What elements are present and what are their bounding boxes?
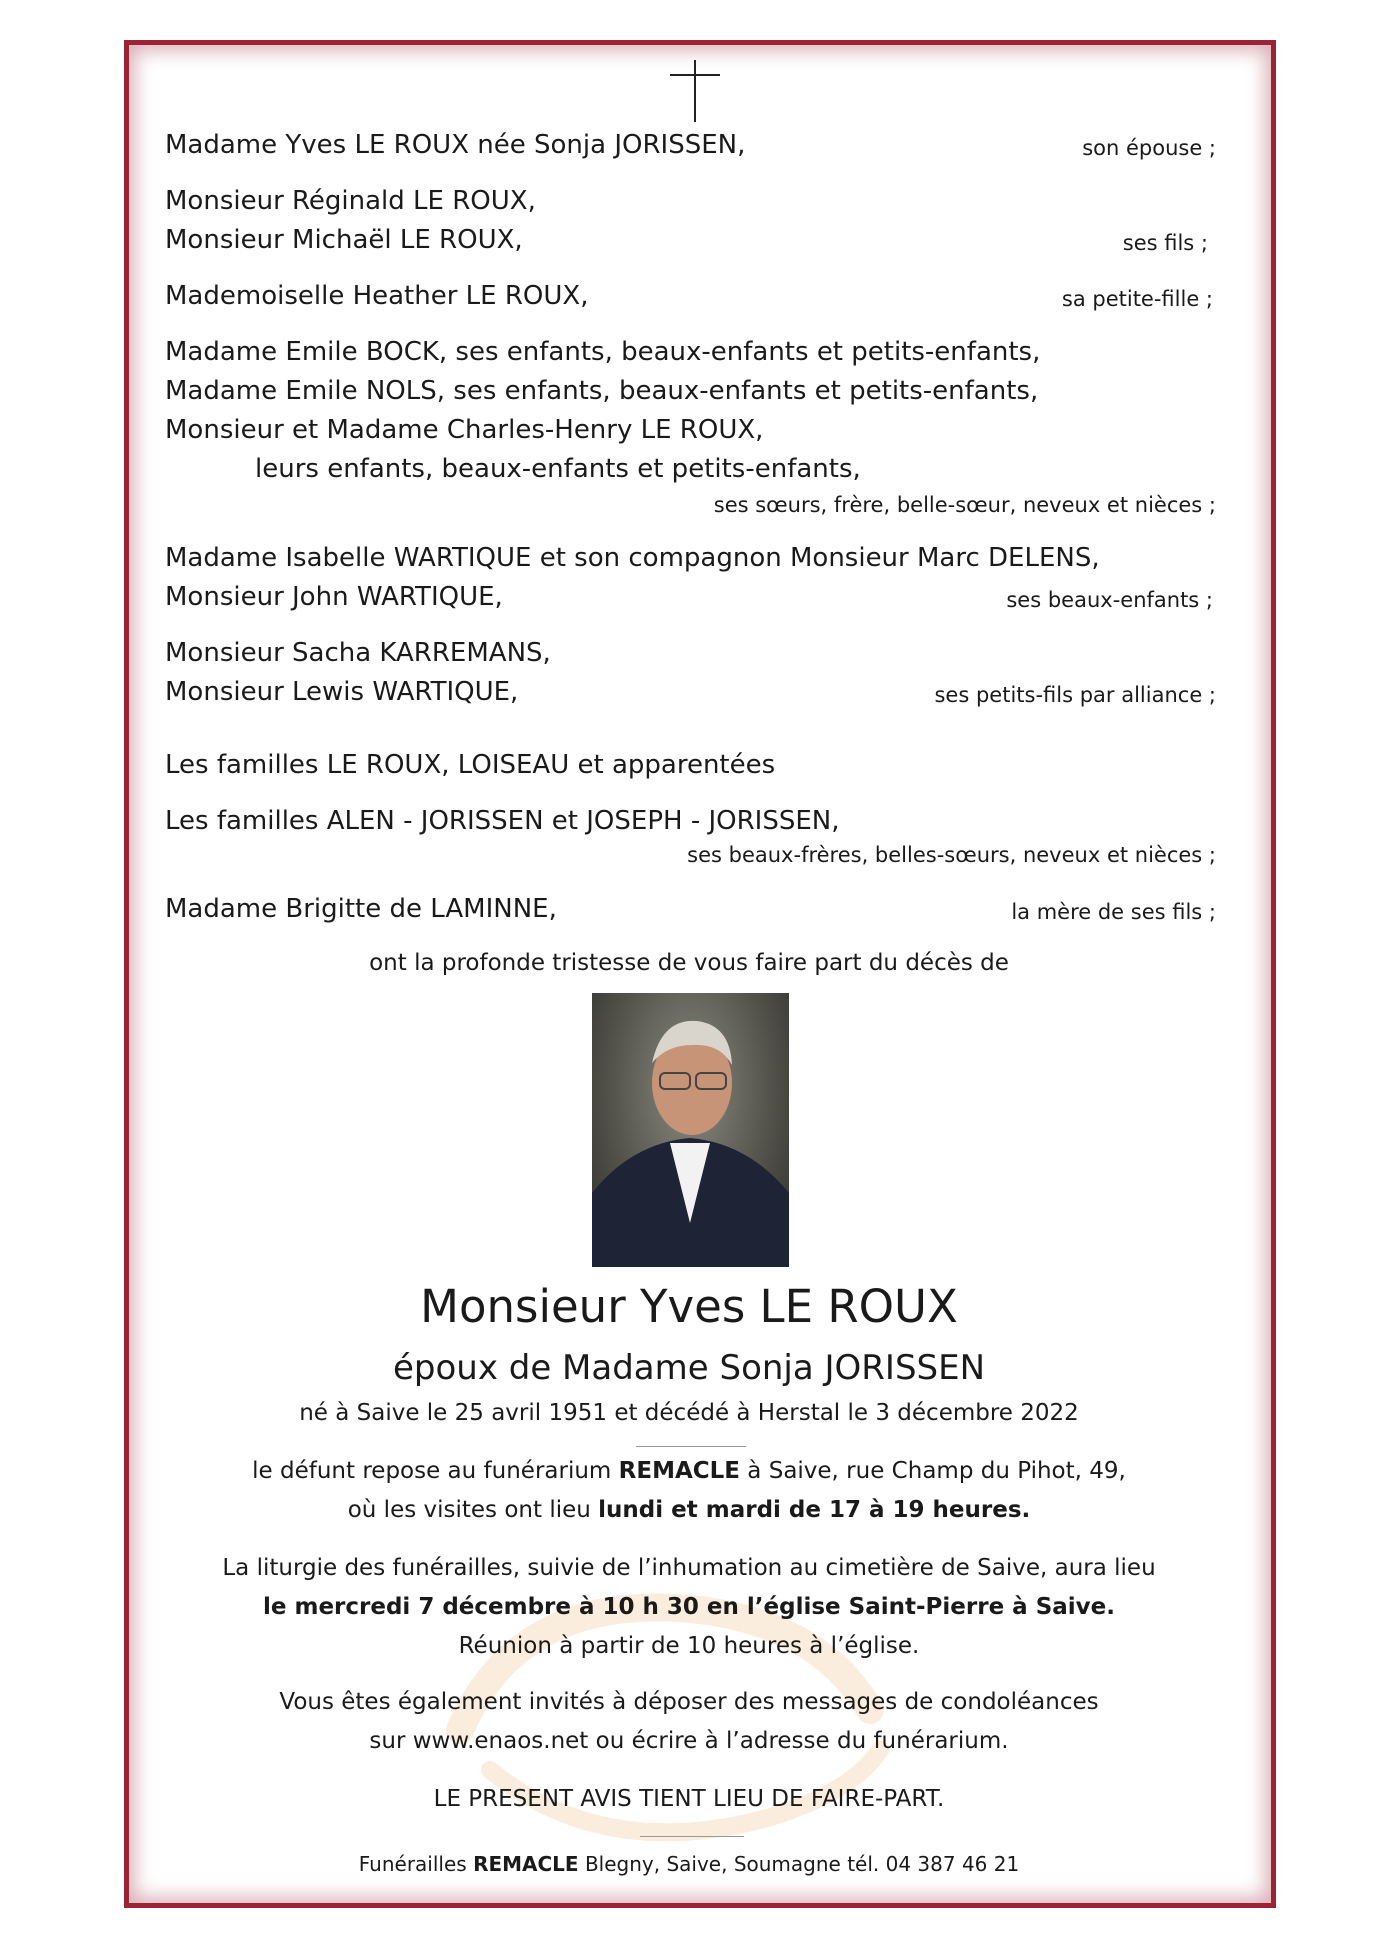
family-line: Madame Emile NOLS, ses enfants, beaux-enfants et petits-enfants, [165, 376, 1039, 406]
relation-label: la mère de ses fils ; [1011, 900, 1216, 924]
family-line: Madame Brigitte de LAMINNE, [165, 894, 557, 924]
family-line: Monsieur et Madame Charles-Henry LE ROUX, [165, 415, 764, 445]
relation-label: ses petits-fils par alliance ; [934, 683, 1216, 707]
condolences-line-2: sur www.enaos.net ou écrire à l’adresse du funérarium. [369, 1728, 1009, 1754]
relation-label: ses fils ; [1122, 231, 1208, 255]
cross-icon-bar [670, 74, 720, 76]
intro-text: ont la profonde tristesse de vous faire part du décès de [369, 950, 1009, 976]
family-line: Monsieur Michaël LE ROUX, [165, 225, 523, 255]
condolences-line-1: Vous êtes également invités à déposer des messages de condoléances [279, 1689, 1099, 1715]
family-line: Madame Isabelle WARTIQUE et son compagnon Monsieur Marc DELENS, [165, 543, 1100, 573]
deceased-dates: né à Saive le 25 avril 1951 et décédé à Herstal le 3 décembre 2022 [299, 1400, 1079, 1426]
notice-text: LE PRESENT AVIS TIENT LIEU DE FAIRE-PART. [433, 1786, 945, 1812]
deceased-photo [592, 993, 789, 1267]
visit-line-1: le défunt repose au funérarium REMACLE à Saive, rue Champ du Pihot, 49, [252, 1458, 1126, 1484]
relation-label: sa petite-fille ; [1061, 287, 1213, 311]
deceased-name: Monsieur Yves LE ROUX [420, 1280, 958, 1333]
family-line: Mademoiselle Heather LE ROUX, [165, 281, 589, 311]
relation-label: ses sœurs, frère, belle-sœur, neveux et nièces ; [713, 493, 1216, 517]
family-line: Les familles LE ROUX, LOISEAU et apparentées [165, 750, 776, 780]
family-line: leurs enfants, beaux-enfants et petits-enfants, [255, 454, 861, 484]
separator [640, 1836, 744, 1837]
family-line: Madame Yves LE ROUX née Sonja JORISSEN, [165, 130, 746, 160]
family-line: Monsieur Réginald LE ROUX, [165, 186, 536, 216]
funeral-line-1: La liturgie des funérailles, suivie de l’inhumation au cimetière de Saive, aura lieu [222, 1555, 1156, 1581]
relation-label: ses beaux-enfants ; [1006, 588, 1213, 612]
separator [636, 1446, 746, 1447]
family-line: Monsieur Sacha KARREMANS, [165, 638, 551, 668]
funeral-line-3: Réunion à partir de 10 heures à l’église. [458, 1633, 920, 1659]
family-line: Monsieur Lewis WARTIQUE, [165, 677, 519, 707]
family-line: Monsieur John WARTIQUE, [165, 582, 503, 612]
footer-text: Funérailles REMACLE Blegny, Saive, Soumagne tél. 04 387 46 21 [358, 1852, 1020, 1876]
family-line: Les familles ALEN - JORISSEN et JOSEPH - JORISSEN, [165, 806, 840, 836]
relation-label: ses beaux-frères, belles-sœurs, neveux et nièces ; [687, 843, 1216, 867]
family-line: Madame Emile BOCK, ses enfants, beaux-enfants et petits-enfants, [165, 337, 1041, 367]
deceased-spouse: époux de Madame Sonja JORISSEN [392, 1348, 986, 1388]
visit-line-2: où les visites ont lieu lundi et mardi de 17 à 19 heures. [347, 1497, 1031, 1523]
relation-label: son épouse ; [1082, 136, 1216, 160]
cross-icon [694, 60, 696, 122]
funeral-line-2: le mercredi 7 décembre à 10 h 30 en l’église Saint-Pierre à Saive. [262, 1594, 1116, 1620]
